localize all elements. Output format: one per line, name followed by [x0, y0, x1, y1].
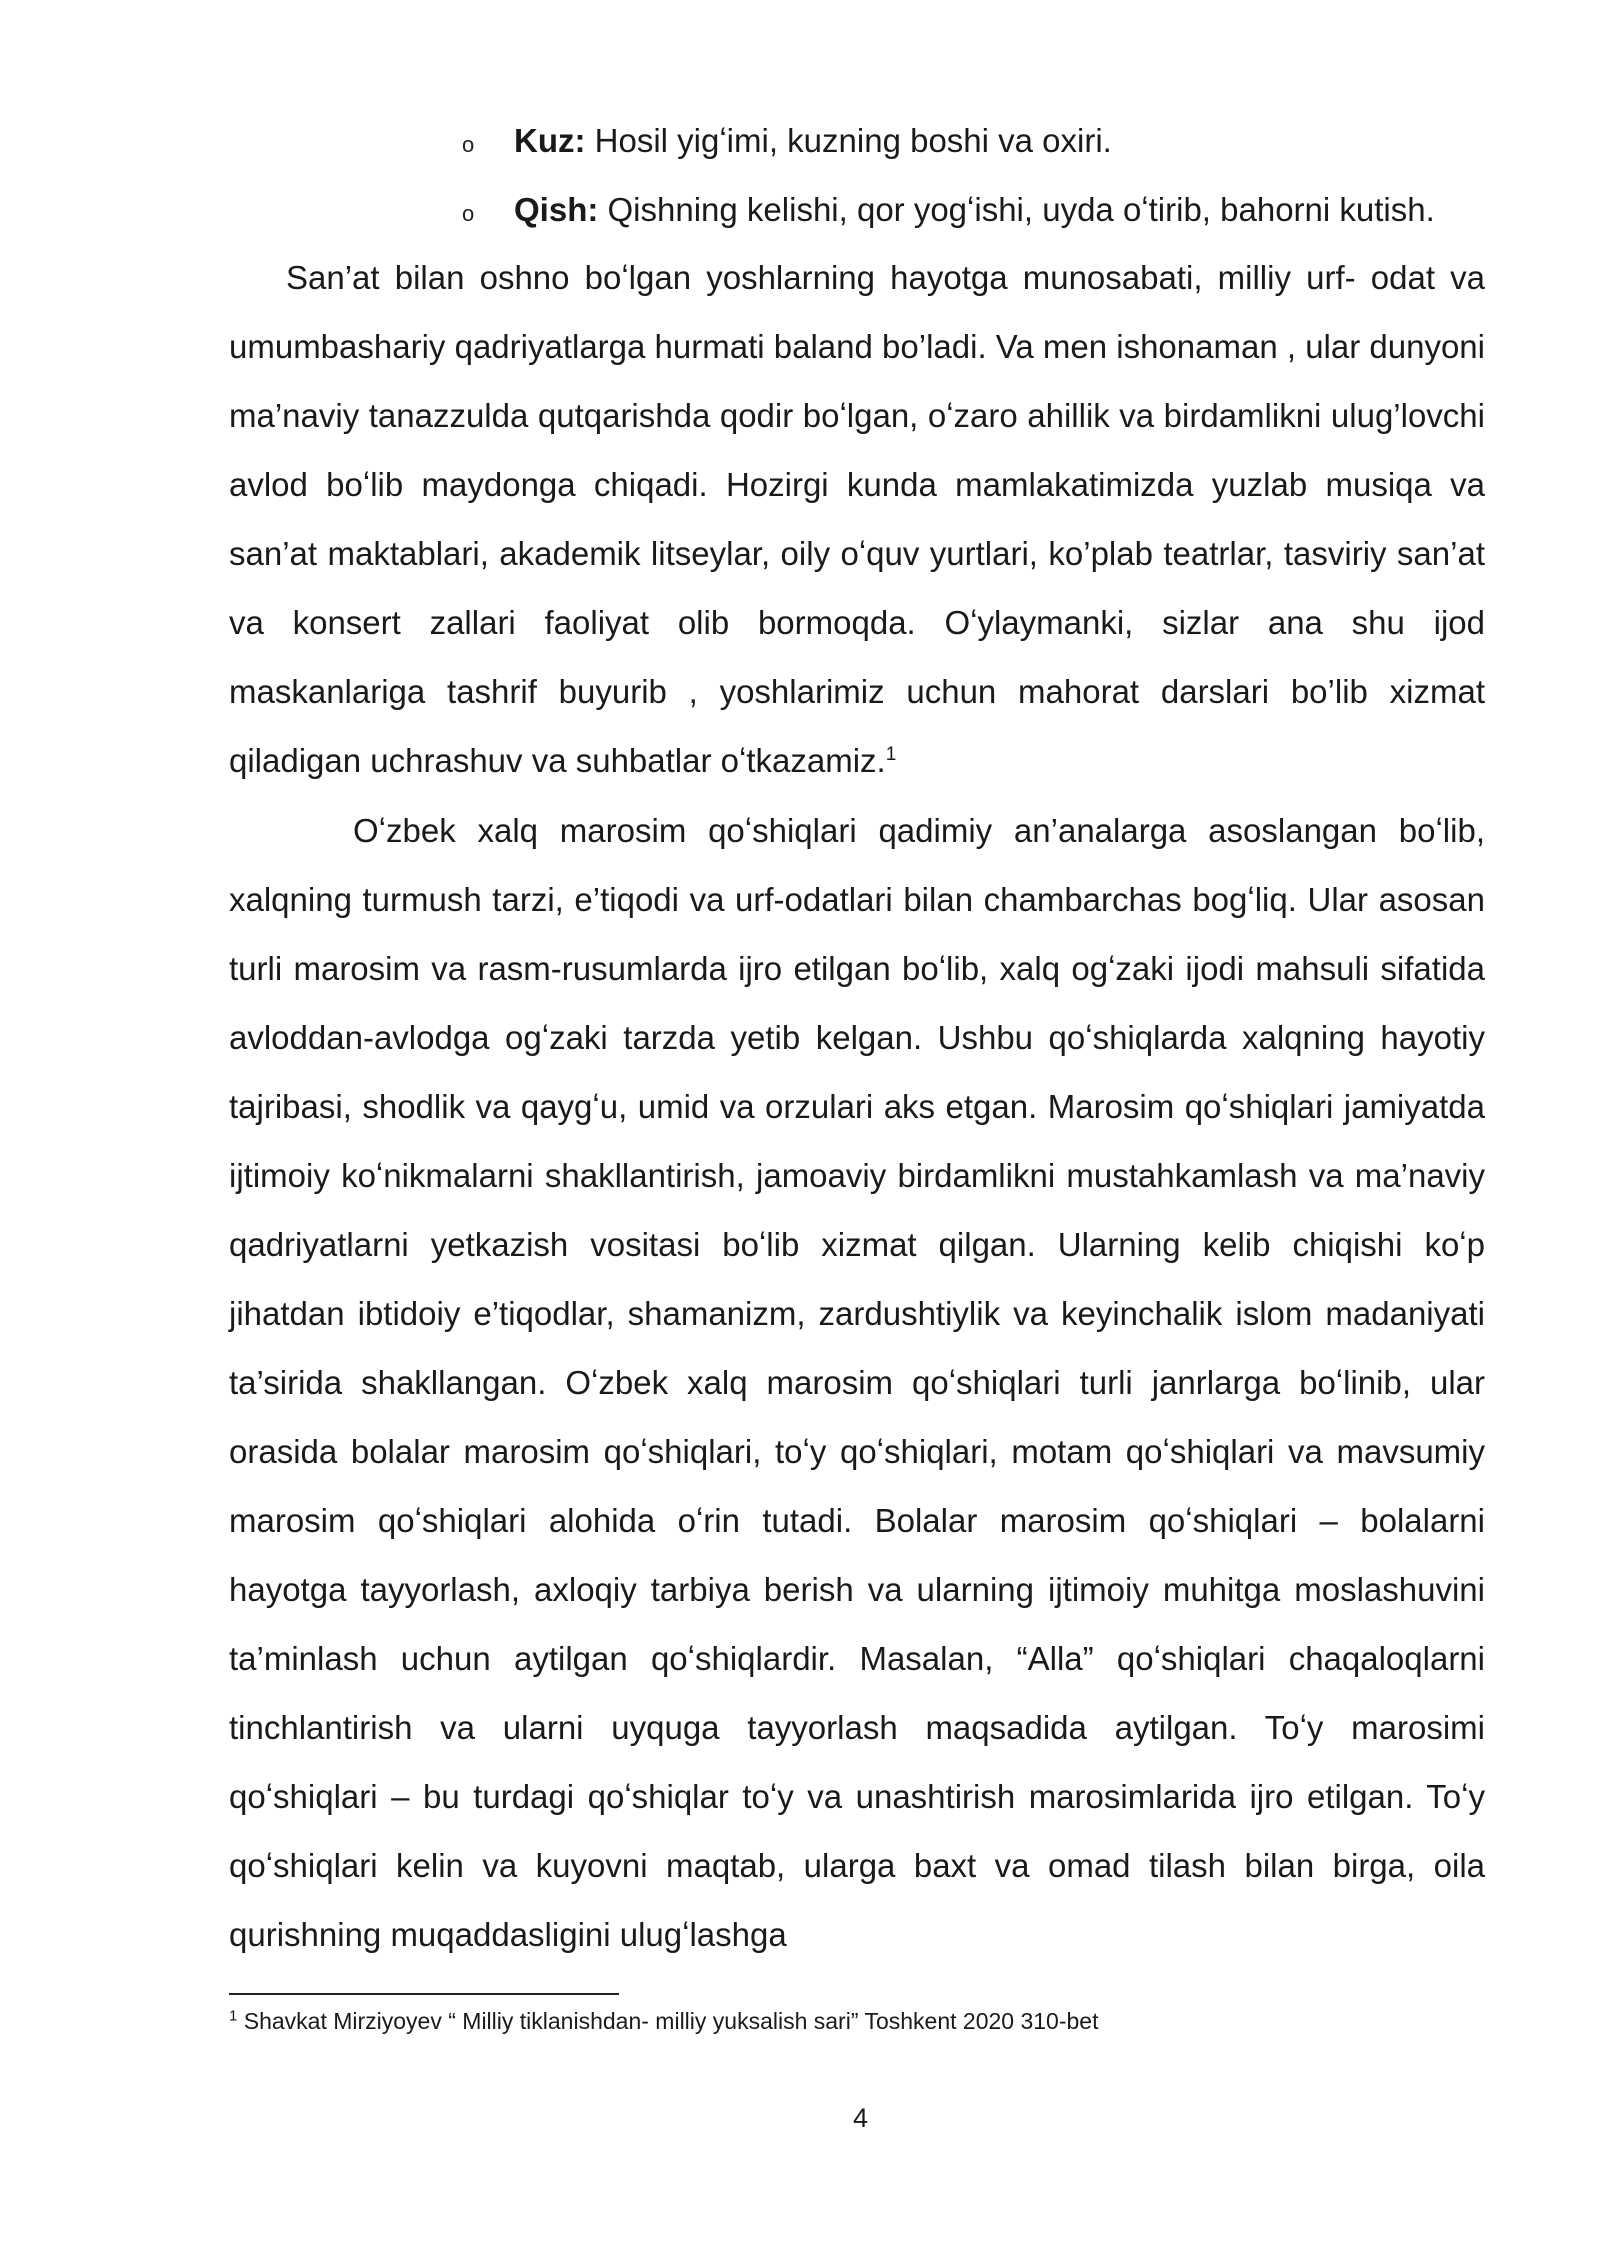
footnote-reference[interactable]: 1: [885, 744, 897, 765]
list-item: [0, 181, 1600, 250]
bullet-term: Kuz:: [514, 122, 586, 159]
page-number: 4: [852, 2103, 869, 2133]
paragraph-2-text: Oʻzbek xalq marosim qoʻshiqlari qadimiy an’analarga asoslangan boʻlib, xalqning turmush tarzi, e’tiqodi va urf-odatlari bilan chambarchas bogʻliq. Ular asosan turli marosim va rasm-rusumlarda ijro etilgan boʻlib, xalq ogʻzaki ijodi mahsuli sifatida avloddan-avlodga ogʻzaki tarzda yetib kelgan. Ushbu qoʻshiqlarda xalqning hayotiy tajribasi, shodlik va qaygʻu, umid va orzulari aks etgan. Marosim qoʻshiqlari jamiyatda ijtimoiy koʻnikmalarni shakllantirish, jamoaviy birdamlikni mustahkamlash va ma’naviy qadriyatlarni yetkazish vositasi boʻlib xizmat qilgan. Ularning kelib chiqishi koʻp jihatdan ibtidoiy e’tiqodlar, shamanizm, zardushtiylik va keyinchalik islom madaniyati ta’sirida shakllangan. Oʻzbek xalq marosim qoʻshiqlari turli janrlarga boʻlinib, ular orasida bolalar marosim qoʻshiqlari, toʻy qoʻshiqlari, motam qoʻshiqlari va mavsumiy marosim qoʻshiqlari alohida oʻrin tutadi. Bolalar marosim qoʻshiqlari – bolalarni hayotga tayyorlash, axloqiy tarbiya berish va ularning ijtimoiy muhitga moslashuvini ta’minlash uchun aytilgan qoʻshiqlardir. Masalan, “Alla” qoʻshiqlari chaqaloqlarni tinchlantirish va ularni uyquga tayyorlash maqsadida aytilgan. Toʻy marosimi qoʻshiqlari – bu turdagi qoʻshiqlar toʻy va unashtirish marosimlarida ijro etilgan. Toʻy qoʻshiqlari kelin va kuyovni maqtab, ularga baxt va omad tilash bilan birga, oila qurishning muqaddasligini ulugʻlashga: [229, 812, 1485, 1953]
paragraph-1-text: San’at bilan oshno boʻlgan yoshlarning hayotga munosabati, milliy urf- odat va umumbashariy qadriyatlarga hurmati baland bo’ladi. Va men ishonaman , ular dunyoni ma’naviy tanazzulda qutqarishda qodir boʻlgan, oʻzaro ahillik va birdamlikni ulug’lovchi avlod boʻlib maydonga chiqadi. Hozirgi kunda mamlakatimizda yuzlab musiqa va san’at maktablari, akademik litseylar, oily oʻquv yurtlari, ko’plab teatrlar, tasviriy san’at va konsert zallari faoliyat olib bormoqda. Oʻylaymanki, sizlar ana shu ijod maskanlariga tashrif buyurib , yoshlarimiz uchun mahorat darslari bo’lib xizmat qiladigan uchrashuv va suhbatlar oʻtkazamiz.: [229, 259, 1485, 779]
list-item: [0, 112, 1600, 181]
paragraph-1: [229, 243, 1485, 795]
bullet-text: [514, 181, 1435, 239]
bullet-marker: o: [462, 201, 475, 226]
paragraph-2: [229, 796, 1485, 1969]
bullet-text: [514, 112, 1112, 170]
bullet-term: Qish:: [514, 191, 599, 228]
footnote-number: 1: [229, 2007, 238, 2025]
bullet-marker: o: [462, 132, 475, 157]
footnote: [229, 2005, 1098, 2037]
season-bullet-list: [0, 112, 1600, 250]
bullet-description: Qishning kelishi, qor yogʻishi, uyda oʻtirib, bahorni kutish.: [598, 191, 1435, 228]
bullet-description: Hosil yigʻimi, kuzning boshi va oxiri.: [585, 122, 1112, 159]
footnote-text: Shavkat Mirziyoyev “ Milliy tiklanishdan- milliy yuksalish sari” Toshkent 2020 310-bet: [237, 2008, 1099, 2034]
footnote-separator: [229, 1993, 619, 1995]
